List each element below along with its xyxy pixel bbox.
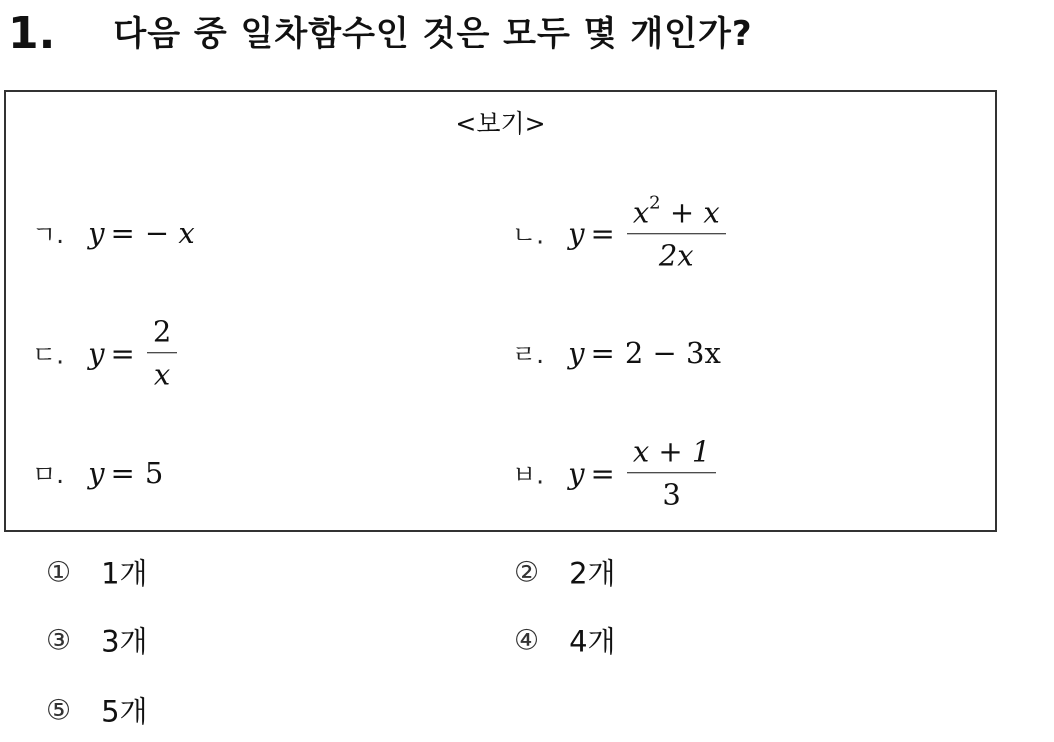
- example-item-nieun: [512, 192, 726, 274]
- item-equals: =: [110, 336, 135, 370]
- example-box-title: <보기>: [455, 109, 546, 138]
- fraction-bar: [147, 353, 177, 354]
- example-item-giyeok: [32, 215, 195, 251]
- item-marker: ㅁ.: [32, 460, 65, 489]
- question-number: 1.: [8, 8, 56, 59]
- choice-number-circle: ①: [46, 555, 72, 589]
- item-lhs: y: [88, 336, 105, 370]
- item-equals: =: [110, 216, 135, 250]
- answer-choice-5[interactable]: [46, 690, 148, 731]
- item-equals: =: [590, 456, 615, 490]
- fraction-denominator: x: [153, 357, 171, 392]
- item-equals: =: [590, 336, 615, 370]
- item-marker: ㄹ.: [512, 340, 545, 369]
- numerator-base: x: [632, 195, 650, 230]
- item-lhs: y: [568, 336, 585, 370]
- fraction: [627, 433, 717, 513]
- item-marker: ㄱ.: [32, 220, 65, 249]
- example-item-bieup: [512, 433, 716, 513]
- item-marker: ㅂ.: [512, 460, 545, 489]
- choice-label: 4개: [569, 624, 616, 659]
- fraction-bar: [627, 473, 717, 474]
- item-expression: − x: [144, 216, 195, 250]
- choice-number-circle: ④: [514, 623, 540, 657]
- example-item-digeut: [32, 313, 177, 393]
- choice-number-circle: ②: [514, 555, 540, 589]
- item-marker: ㄴ.: [512, 220, 545, 249]
- item-lhs: y: [88, 216, 105, 250]
- fraction-numerator: x + 1: [632, 434, 711, 469]
- fraction: [147, 313, 177, 393]
- item-lhs: y: [568, 456, 585, 490]
- item-lhs: y: [88, 456, 105, 490]
- choice-label: 2개: [569, 556, 616, 591]
- fraction-denominator: 3: [662, 477, 681, 512]
- answer-choice-2[interactable]: [514, 552, 616, 593]
- answer-choice-1[interactable]: [46, 552, 148, 593]
- example-item-mieum: [32, 455, 163, 491]
- choice-number-circle: ③: [46, 623, 72, 657]
- question-text: 다음 중 일차함수인 것은 모두 몇 개인가?: [113, 14, 753, 54]
- item-equals: =: [590, 216, 615, 250]
- example-item-rieul: [512, 335, 721, 371]
- numerator-exponent: 2: [649, 192, 661, 214]
- fraction: [627, 192, 726, 274]
- item-expression: 2 − 3x: [624, 336, 721, 370]
- answer-choice-3[interactable]: [46, 620, 148, 661]
- question-header: [8, 4, 753, 64]
- item-equals: =: [110, 456, 135, 490]
- item-expression: 5: [144, 456, 164, 490]
- choice-label: 3개: [101, 624, 148, 659]
- fraction-bar: [627, 234, 726, 235]
- fraction-numerator: 2: [152, 314, 172, 349]
- fraction-denominator: 2x: [658, 238, 694, 273]
- fraction-numerator: [627, 192, 726, 230]
- example-box: [4, 90, 997, 532]
- numerator-rest: + x: [660, 195, 720, 230]
- choice-label: 5개: [101, 694, 148, 729]
- item-lhs: y: [568, 216, 585, 250]
- answer-choice-4[interactable]: [514, 620, 616, 661]
- choice-label: 1개: [101, 556, 148, 591]
- choice-number-circle: ⑤: [46, 693, 72, 727]
- item-marker: ㄷ.: [32, 340, 65, 369]
